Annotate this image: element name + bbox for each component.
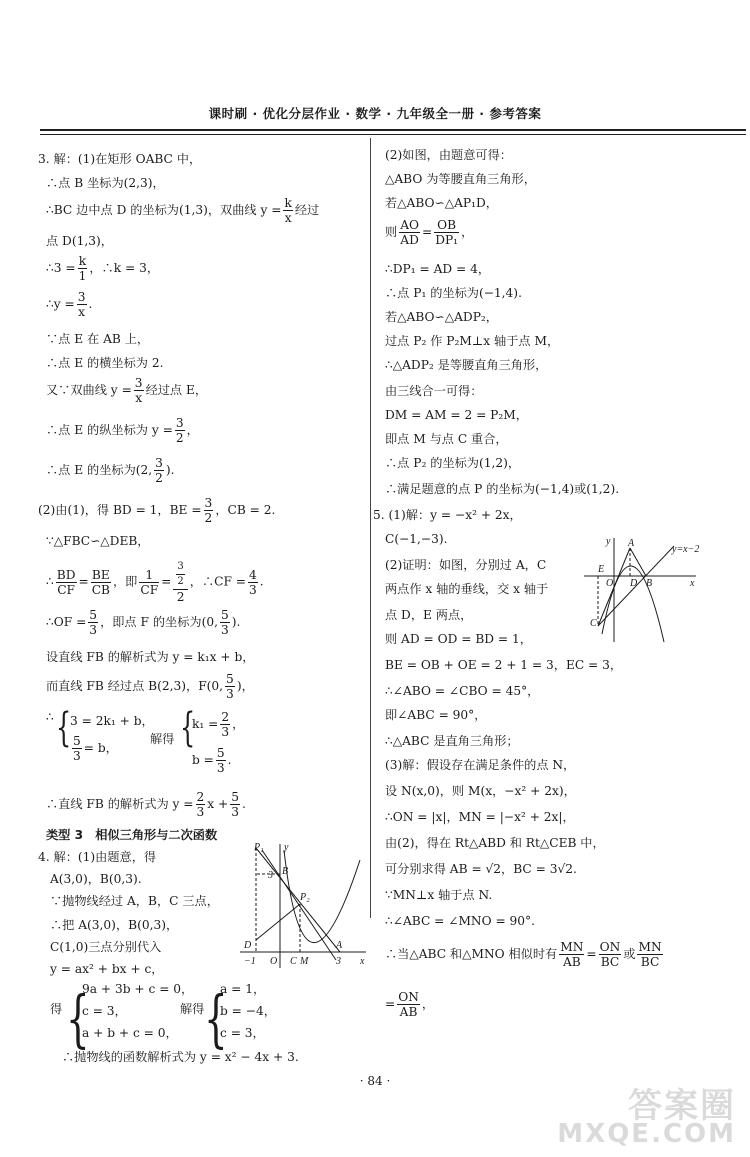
text-line: ∴当△ABC 和△MNO 相似时有 $\frac{MN}{AB}$ = $\frac{ON}{BC}$ 或 $\frac{MN}{BC}$ (385, 940, 662, 969)
fraction: $\frac{3}{2}$ (204, 496, 213, 525)
text-line: ∴点 P₂ 的坐标为(1,2)， (385, 456, 521, 470)
fraction: $\frac{1}{CF}$ (140, 567, 159, 597)
text-line: ∴BC 边中点 D 的坐标为(1,3)，双曲线 y = $\frac{k}{x}$ 经过 (46, 196, 320, 225)
text-line: ∵点 E 在 AB 上， (46, 332, 150, 346)
label-x: x (360, 956, 365, 967)
fraction: $\frac{3}{2}$ (175, 416, 184, 445)
text-line: ∴△ADP₂ 是等腰直角三角形， (385, 358, 548, 372)
text-line: ∴直线 FB 的解析式为 y = $\frac{2}{3}$ x + $\frac{5}{3}$ . (46, 790, 246, 819)
text-line: ∴∠ABO = ∠CBO = 45°， (385, 684, 540, 698)
text-line: (2)由(1)，得 BD = 1，BE = $\frac{3}{2}$ ，CB = 2. (38, 496, 276, 525)
text-line: ∴3 = $\frac{k}{1}$ ，∴k = 3， (46, 254, 160, 283)
header-rule (40, 129, 746, 131)
text-line: k₁ = $\frac{2}{3}$ ， (192, 710, 245, 739)
fraction: $\frac{2}{3}$ (221, 710, 230, 739)
text-line: = $\frac{ON}{AB}$ ， (385, 990, 435, 1019)
text-line: 由三线合一可得： (385, 384, 483, 398)
text-line: BE = OB + OE = 2 + 1 = 3，EC = 3， (385, 658, 623, 672)
fraction: $\frac{5}{3}$ (73, 734, 81, 763)
label-B: B (646, 578, 653, 589)
system-brace: { (204, 982, 228, 1055)
line-dp2 (256, 904, 300, 940)
text-line: ∴点 P₁ 的坐标为(−1,4). (385, 286, 522, 300)
text-line: (2)证明：如图，分别过 A，C (385, 558, 547, 572)
fraction: $\frac{MN}{AB}$ (560, 940, 584, 969)
fraction: $\frac{AO}{AD}$ (400, 218, 419, 247)
text-line: y = ax² + bx + c， (50, 962, 164, 976)
text-line: A(3,0)，B(0,3). (50, 872, 142, 886)
text-line: 设 N(x,0)，则 M(x，−x² + 2x)， (385, 784, 576, 798)
text-line: $\frac{5}{3}$ = b， (73, 734, 118, 763)
text-line: ∴点 B 坐标为(2,3)， (46, 176, 165, 190)
text-line: C(−1,−3). (385, 532, 448, 546)
text-line: 设直线 FB 的解析式为 y = k₁x + b， (46, 650, 255, 664)
text-line: 解得 (180, 1002, 205, 1016)
label-C: C (290, 956, 297, 967)
text-line: 4. 解：(1)由题意，得 (38, 850, 157, 864)
fraction: $\frac{5}{3}$ (231, 790, 240, 819)
text-line: ∴ON = |x|，MN = |−x² + 2x|， (385, 810, 575, 824)
fraction: $\frac{BE}{CB}$ (91, 567, 110, 597)
site-watermark: 答案圈 MXQE.COM (557, 1086, 736, 1149)
text-line: (2)如图，由题意可得： (385, 148, 512, 162)
section-heading: 类型 3 相似三角形与二次函数 (46, 828, 218, 842)
label-line: y=x−2 (672, 544, 700, 555)
text-line: 3. 解：(1)在矩形 OABC 中， (38, 152, 202, 166)
system-brace: { (180, 705, 196, 751)
text-line: 点 D(1,3)， (46, 234, 113, 248)
text-line: DM = AM = 2 = P₂M， (385, 408, 528, 422)
line-p1a (256, 848, 340, 952)
fraction: $\frac{5}{3}$ (89, 608, 98, 637)
text-line: ∴把 A(3,0)，B(0,3)， (50, 918, 179, 932)
text-line: ∴点 E 的纵坐标为 y = $\frac{3}{2}$ ， (46, 416, 199, 445)
text-line: ∴OF = $\frac{5}{3}$ ，即点 F 的坐标为(0, $\frac{5}{3}$ ). (46, 608, 241, 637)
label-y: y (606, 536, 611, 547)
text-line: 则 AD = OD = BD = 1， (385, 632, 532, 646)
label-A: A (336, 940, 343, 951)
line-AB (630, 548, 646, 576)
label-O: O (270, 956, 278, 967)
text-line: c = 3， (220, 1026, 265, 1040)
text-line: ∴ (46, 710, 54, 724)
fraction: $\frac{3}{2}$ (155, 456, 163, 485)
text-line: b = −4， (220, 1004, 276, 1018)
text-line: C(1,0)三点分别代入 (50, 940, 162, 954)
fraction: $\frac{5}{3}$ (220, 608, 229, 637)
label-y: y (284, 842, 289, 853)
text-line: ∴点 E 的横坐标为 2. (46, 356, 164, 370)
text-line: ∴点 E 的坐标为(2, $\frac{3}{2}$ ). (46, 456, 175, 485)
label-D: D (244, 940, 252, 951)
fraction: $\frac{OB}{\text{DP₁}}$ (435, 218, 459, 247)
text-line: ∴y = $\frac{3}{x}$ . (46, 290, 93, 319)
fraction: $\frac{BD}{CF}$ (56, 567, 76, 597)
text-line: ∴抛物线的函数解析式为 y = x² − 4x + 3. (62, 1050, 299, 1064)
label-O: O (606, 578, 614, 589)
text-line: ∵△FBC∽△DEB， (46, 534, 150, 548)
page-number: · 84 · (359, 1074, 391, 1088)
label-3x: 3 (336, 956, 341, 967)
label-P1: P₁ (254, 842, 264, 853)
problem-5-graph (584, 534, 704, 644)
text-line: 则 $\frac{AO}{AD}$ = $\frac{OB}{\text{DP₁}}$ ， (385, 218, 474, 247)
label-3: 3 (268, 870, 273, 881)
system-brace: { (56, 705, 72, 751)
text-line: 又∵双曲线 y = $\frac{3}{x}$ 经过点 E， (46, 376, 208, 405)
fraction: $\frac{ON}{BC}$ (599, 940, 621, 969)
text-line: ∵抛物线经过 A，B，C 三点， (50, 894, 219, 908)
label-M: M (300, 956, 309, 967)
label-P2: P₂ (300, 892, 310, 903)
fraction: $\frac{\frac{3}{2}}{2}$ (173, 560, 187, 604)
text-line: (3)解：假设存在满足条件的点 N， (385, 758, 576, 772)
label-x: x (690, 578, 695, 589)
fraction: $\frac{ON}{AB}$ (398, 990, 419, 1019)
text-line: 可分别求得 AB = √2，BC = 3√2. (385, 862, 577, 876)
header-rule-thin (40, 134, 746, 135)
fraction: $\frac{3}{x}$ (77, 290, 86, 319)
text-line: 两点作 x 轴的垂线，交 x 轴于 (385, 582, 549, 596)
text-line: 过点 P₂ 作 P₂M⊥x 轴于点 M， (385, 334, 560, 348)
column-divider (370, 138, 371, 918)
label-B: B (282, 866, 289, 877)
text-line: ∴DP₁ = AD = 4， (385, 262, 491, 276)
fraction: $\frac{3}{x}$ (134, 376, 143, 405)
problem-4-graph (240, 840, 370, 970)
text-line: 3 = 2k₁ + b， (70, 714, 154, 728)
text-line: b = $\frac{5}{3}$ . (192, 746, 232, 775)
label-minus1: −1 (244, 956, 256, 967)
fraction: $\frac{5}{3}$ (226, 672, 234, 701)
text-line: ∴满足题意的点 P 的坐标为(−1,4)或(1,2). (385, 482, 620, 496)
label-A: A (628, 538, 635, 549)
text-line: 得 (50, 1002, 63, 1016)
text-line: ∵MN⊥x 轴于点 N. (385, 888, 493, 902)
text-line: 由(2)，得在 Rt△ABD 和 Rt△CEB 中， (385, 836, 605, 850)
text-line: 若△ABO∽△AP₁D， (385, 196, 498, 210)
text-line: 而直线 FB 经过点 B(2,3)，F(0, $\frac{5}{3}$ )， (46, 672, 254, 701)
text-line: a + b + c = 0， (82, 1026, 178, 1040)
text-line: 9a + 3b + c = 0， (82, 982, 194, 996)
label-D: D (630, 578, 638, 589)
fraction: $\frac{4}{3}$ (249, 567, 257, 597)
text-line: c = 3， (82, 1004, 127, 1018)
system-brace: { (66, 982, 90, 1055)
text-line: 即∠ABC = 90°， (385, 708, 487, 722)
text-line: a = 1， (220, 982, 266, 996)
text-line: 解得 (150, 732, 175, 746)
text-line: 点 D，E 两点， (385, 608, 473, 622)
fraction: $\frac{MN}{BC}$ (638, 940, 662, 969)
text-line: △ABO 为等腰直角三角形， (385, 172, 536, 186)
label-C: C (590, 618, 597, 629)
fraction: $\frac{k}{1}$ (78, 254, 87, 283)
fraction: $\frac{k}{x}$ (284, 196, 292, 225)
fraction: $\frac{5}{3}$ (216, 746, 225, 775)
text-line: ∴ $\frac{BD}{CF}$ = $\frac{BE}{CB}$ ，即 $\frac{1}{CF}$ = $\frac{\frac{3}{2}}{2}$ ，∴CF = $\frac{4}{3}$ . (46, 561, 264, 604)
fraction: $\frac{2}{3}$ (196, 790, 205, 819)
page-header: 课时刷 · 优化分层作业 · 数学 · 九年级全一册 · 参考答案 (208, 106, 542, 121)
text-line: ∴∠ABC = ∠MNO = 90°. (385, 914, 536, 928)
label-E: E (598, 564, 605, 575)
text-line: ∴△ABC 是直角三角形； (385, 734, 519, 748)
text-line: 若△ABO∽△ADP₂， (385, 310, 498, 324)
text-line: 即点 M 与点 C 重合， (385, 432, 508, 446)
text-line: 5. (1)解：y = −x² + 2x， (373, 508, 522, 522)
